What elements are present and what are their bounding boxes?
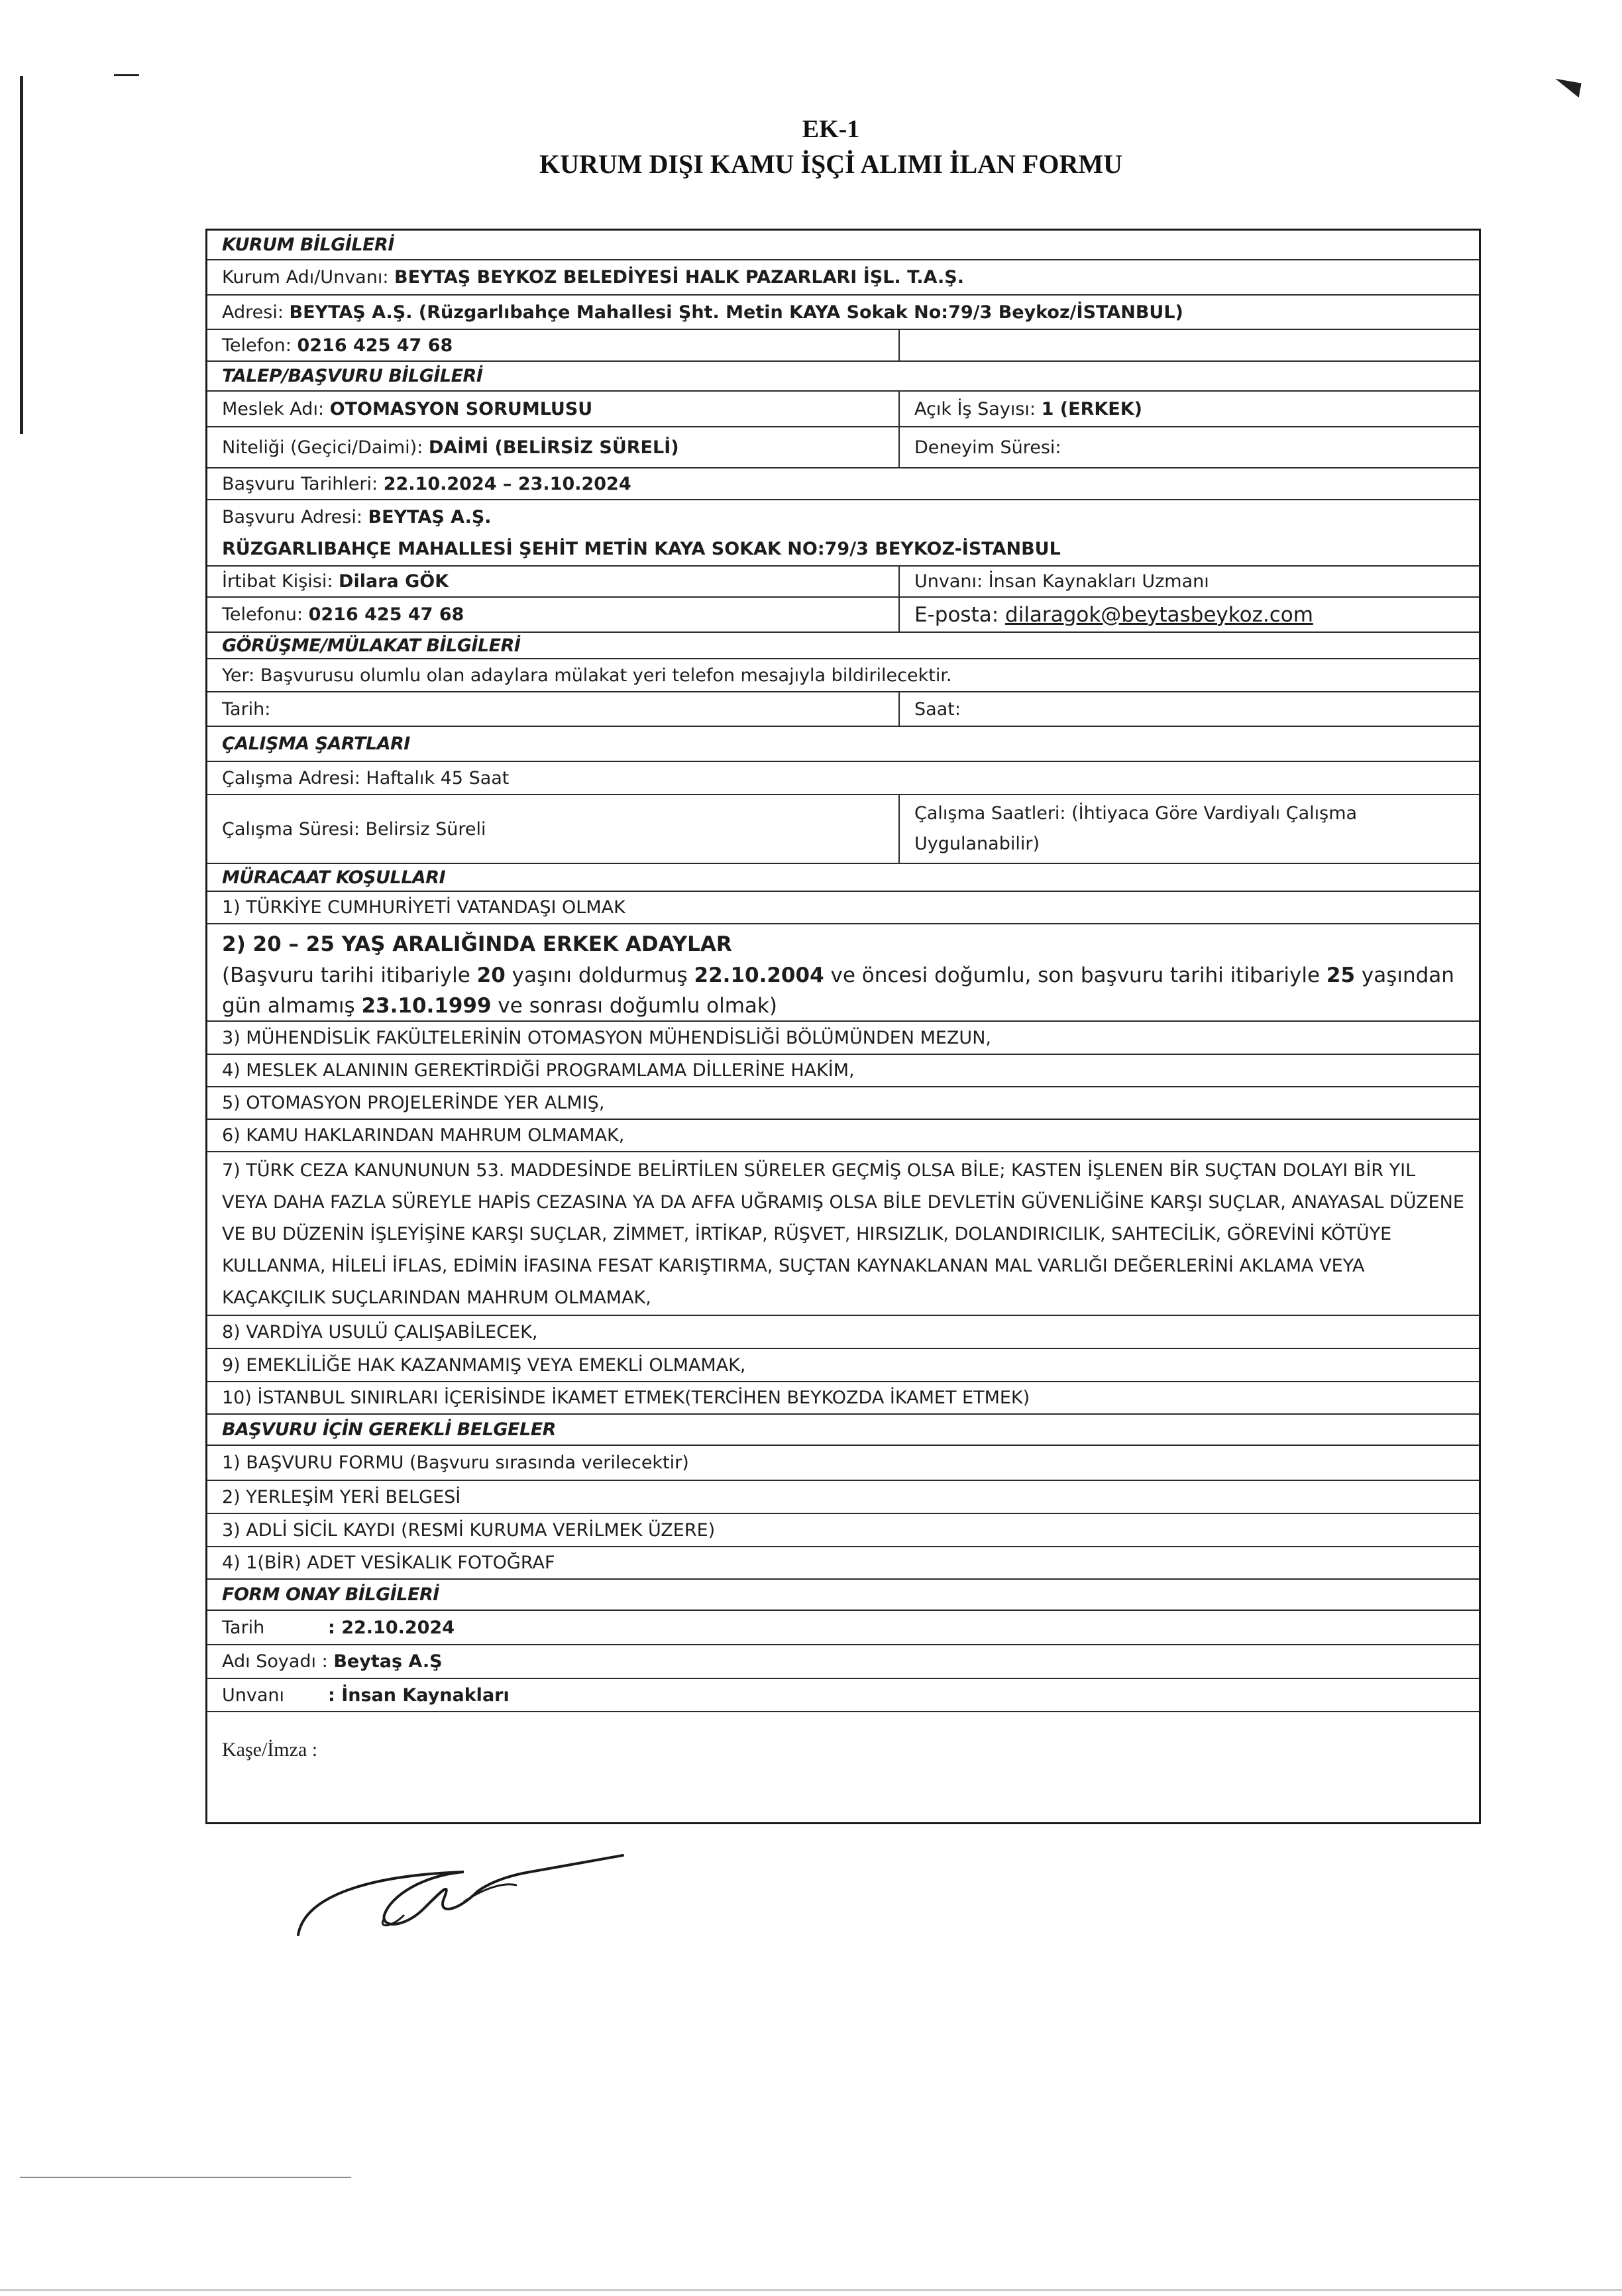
gorusme-yer-row	[207, 659, 1479, 692]
scan-dash-mark	[114, 74, 139, 76]
gorusme-tarih-row	[207, 692, 1479, 727]
section-title: KURUM BİLGİLERİ	[222, 235, 394, 255]
gorusme-section-header	[207, 633, 1479, 659]
condition-item	[207, 1316, 1479, 1349]
document-item	[207, 1446, 1479, 1481]
condition-text: 3) MÜHENDİSLİK FAKÜLTELERİNİN OTOMASYON MÜHENDİSLİĞİ BÖLÜMÜNDEN MEZUN,	[222, 1027, 991, 1048]
onay-tarih-value: : 22.10.2024	[328, 1617, 455, 1638]
document-item	[207, 1514, 1479, 1547]
meslek-value: OTOMASYON SORUMLUSU	[329, 398, 593, 419]
signature-image	[292, 1835, 636, 1948]
telefon-eposta-row	[207, 598, 1479, 633]
field-label: Telefonu:	[222, 604, 303, 625]
field-label: Kurum Adı/Unvanı:	[222, 267, 389, 288]
document-text: 4) 1(BİR) ADET VESİKALIK FOTOĞRAF	[222, 1553, 555, 1573]
onay-unvan-value: : İnsan Kaynakları	[328, 1684, 510, 1706]
unvan-value: İnsan Kaynakları Uzmanı	[988, 571, 1209, 592]
document-text: 2) YERLEŞİM YERİ BELGESİ	[222, 1486, 461, 1507]
condition-item	[207, 1120, 1479, 1152]
announcement-form-table	[205, 229, 1481, 1824]
meslek-row	[207, 392, 1479, 427]
form-heading	[0, 113, 1622, 183]
muracaat-section-header	[207, 864, 1479, 892]
kurum-name-row	[207, 260, 1479, 296]
gorusme-yer-text: Yer: Başvurusu olumlu olan adaylara mülakat yeri telefon mesajıyla bildirilecektir.	[222, 665, 952, 686]
condition-text: 1) TÜRKİYE CUMHURİYETİ VATANDAŞI OLMAK	[222, 897, 625, 918]
nitelik-value: DAİMİ (BELİRSİZ SÜRELİ)	[428, 437, 679, 458]
condition-text: 8) VARDİYA USULÜ ÇALIŞABİLECEK,	[222, 1321, 538, 1342]
condition-item	[207, 924, 1479, 1022]
condition-age-note: (Başvuru tarihi itibariyle 20 yaşını doldurmuş 22.10.2004 ve öncesi doğumlu, son başvuru tarihi itibariyle 25 yaşından gün almamış 23.10.1999 ve sonrası doğumlu olmak)	[222, 963, 1454, 1018]
condition-text: 6) KAMU HAKLARINDAN MAHRUM OLMAMAK,	[222, 1125, 625, 1146]
eposta-link[interactable]: dilaragok@beytasbeykoz.com	[1005, 602, 1313, 627]
calisma-sure-row	[207, 795, 1479, 864]
onay-ad-row	[207, 1645, 1479, 1679]
condition-item	[207, 1087, 1479, 1120]
document-text: 3) ADLİ SİCİL KAYDI (RESMİ KURUMA VERİLMEK ÜZERE)	[222, 1519, 716, 1541]
kurum-address-row	[207, 296, 1479, 330]
field-label: Başvuru Tarihleri:	[222, 473, 378, 494]
onay-tarih-row	[207, 1611, 1479, 1645]
condition-text: 2) 20 – 25 YAŞ ARALIĞINDA ERKEK ADAYLAR	[222, 932, 732, 956]
condition-text: 9) EMEKLİLİĞE HAK KAZANMAMIŞ VEYA EMEKLİ OLMAMAK,	[222, 1354, 746, 1376]
condition-item	[207, 1022, 1479, 1055]
scan-footer-line	[20, 2177, 351, 2178]
kurum-section-header	[207, 231, 1479, 260]
field-label: Başvuru Adresi:	[222, 507, 362, 527]
condition-text: 10) İSTANBUL SINIRLARI İÇERİSİNDE İKAMET ETMEK(TERCİHEN BEYKOZDA İKAMET ETMEK)	[222, 1388, 1030, 1408]
irtibat-value: Dilara GÖK	[339, 571, 449, 592]
field-label: Niteliği (Geçici/Daimi):	[222, 437, 423, 458]
field-label: Adı Soyadı :	[222, 1651, 328, 1672]
annex-label: EK-1	[802, 115, 860, 143]
calisma-adres-text: Çalışma Adresi: Haftalık 45 Saat	[222, 767, 510, 789]
onay-kase-row	[207, 1712, 1479, 1822]
field-label: İrtibat Kişisi:	[222, 571, 333, 592]
telefon-value: 0216 425 47 68	[308, 604, 464, 625]
basvuru-adres-value: BEYTAŞ A.Ş.	[368, 507, 492, 527]
document-text: 1) BAŞVURU FORMU (Başvuru sırasında verilecektir)	[222, 1452, 689, 1473]
kurum-phone-value: 0216 425 47 68	[297, 335, 453, 356]
document-item	[207, 1481, 1479, 1514]
basvuru-adres-line2: RÜZGARLIBAHÇE MAHALLESİ ŞEHİT METİN KAYA SOKAK NO:79/3 BEYKOZ-İSTANBUL	[222, 539, 1061, 559]
condition-item	[207, 1152, 1479, 1316]
field-label: E-posta:	[914, 602, 999, 627]
section-title: GÖRÜŞME/MÜLAKAT BİLGİLERİ	[222, 635, 521, 656]
scan-corner-mark	[1552, 79, 1581, 98]
condition-item	[207, 1349, 1479, 1382]
form-title: KURUM DIŞI KAMU İŞÇİ ALIMI İLAN FORMU	[539, 149, 1123, 179]
field-label: Unvanı	[222, 1684, 285, 1706]
condition-text: 5) OTOMASYON PROJELERİNDE YER ALMIŞ,	[222, 1093, 605, 1113]
irtibat-row	[207, 567, 1479, 598]
document-item	[207, 1547, 1479, 1580]
condition-text: 4) MESLEK ALANININ GEREKTİRDİĞİ PROGRAMLAMA DİLLERİNE HAKİM,	[222, 1060, 855, 1081]
gorusme-tarih-label: Tarih:	[222, 698, 271, 720]
field-label: Telefon:	[222, 335, 292, 356]
calisma-sure-text: Çalışma Süresi: Belirsiz Süreli	[222, 818, 486, 840]
belgeler-section-header	[207, 1415, 1479, 1446]
section-title: BAŞVURU İÇİN GEREKLİ BELGELER	[222, 1419, 556, 1440]
field-label: Meslek Adı:	[222, 398, 325, 419]
basvuru-adres-row	[207, 500, 1479, 567]
kurum-name-value: BEYTAŞ BEYKOZ BELEDİYESİ HALK PAZARLARI İŞL. T.A.Ş.	[394, 267, 964, 288]
calisma-section-header	[207, 727, 1479, 762]
field-label: Unvanı:	[914, 571, 983, 592]
field-label: Açık İş Sayısı:	[914, 398, 1036, 419]
field-label: Deneyim Süresi:	[914, 437, 1061, 458]
condition-item	[207, 1055, 1479, 1087]
condition-item	[207, 892, 1479, 924]
calisma-adres-row	[207, 762, 1479, 795]
calisma-saatleri-text: Çalışma Saatleri: (İhtiyaca Göre Vardiyalı Çalışma Uygulanabilir)	[898, 795, 1479, 863]
acik-is-value: 1 (ERKEK)	[1041, 398, 1142, 419]
talep-section-header	[207, 362, 1479, 392]
section-title: FORM ONAY BİLGİLERİ	[222, 1584, 439, 1605]
condition-text: 7) TÜRK CEZA KANUNUNUN 53. MADDESİNDE BELİRTİLEN SÜRELER GEÇMİŞ OLSA BİLE; KASTEN İŞLENEN BİR SUÇTAN DOLAYI BİR YIL VEYA DAHA FAZLA SÜREYLE HAPİS CEZASINA YA DA AFFA UĞRAMIŞ OLSA BİLE DEVLETİN GÜVENLİĞİNE KARŞI SUÇLAR, ANAYASAL DÜZENE VE BU DÜZENİN İŞLEYİŞİNE KARŞI SUÇLAR, ZİMMET, İRTİKAP, RÜŞVET, HIRSIZLIK, DOLANDIRICILIK, SAHTECİLİK, GÖREVİNİ KÖTÜYE KULLANMA, HİLELİ İFLAS, EDİMİN İFASINA FESAT KARIŞTIRMA, SUÇTAN KAYNAKLANAN MAL VARLIĞI DEĞERLERİNİ AKLAMA VEYA KAÇAKÇILIK SUÇLARINDAN MAHRUM OLMAMAK,	[222, 1160, 1464, 1308]
gorusme-saat-label: Saat:	[898, 692, 1479, 726]
onay-unvan-row	[207, 1679, 1479, 1712]
basvuru-tarih-value: 22.10.2024 – 23.10.2024	[383, 473, 631, 494]
kase-imza-label: Kaşe/İmza :	[222, 1739, 318, 1761]
nitelik-row	[207, 427, 1479, 468]
field-label: Adresi:	[222, 301, 284, 323]
scan-bottom-edge	[0, 2289, 1622, 2291]
kurum-phone-row	[207, 330, 1479, 362]
onay-section-header	[207, 1580, 1479, 1611]
empty-cell	[898, 330, 1479, 360]
field-label: Tarih	[222, 1617, 265, 1638]
onay-ad-value: Beytaş A.Ş	[333, 1651, 443, 1672]
section-title: TALEP/BAŞVURU BİLGİLERİ	[222, 366, 483, 386]
kurum-address-value: BEYTAŞ A.Ş. (Rüzgarlıbahçe Mahallesi Şht. Metin KAYA Sokak No:79/3 Beykoz/İSTANBUL)	[289, 301, 1183, 323]
condition-item	[207, 1382, 1479, 1415]
section-title: MÜRACAAT KOŞULLARI	[222, 867, 446, 888]
basvuru-tarih-row	[207, 468, 1479, 500]
section-title: ÇALIŞMA ŞARTLARI	[222, 734, 410, 754]
